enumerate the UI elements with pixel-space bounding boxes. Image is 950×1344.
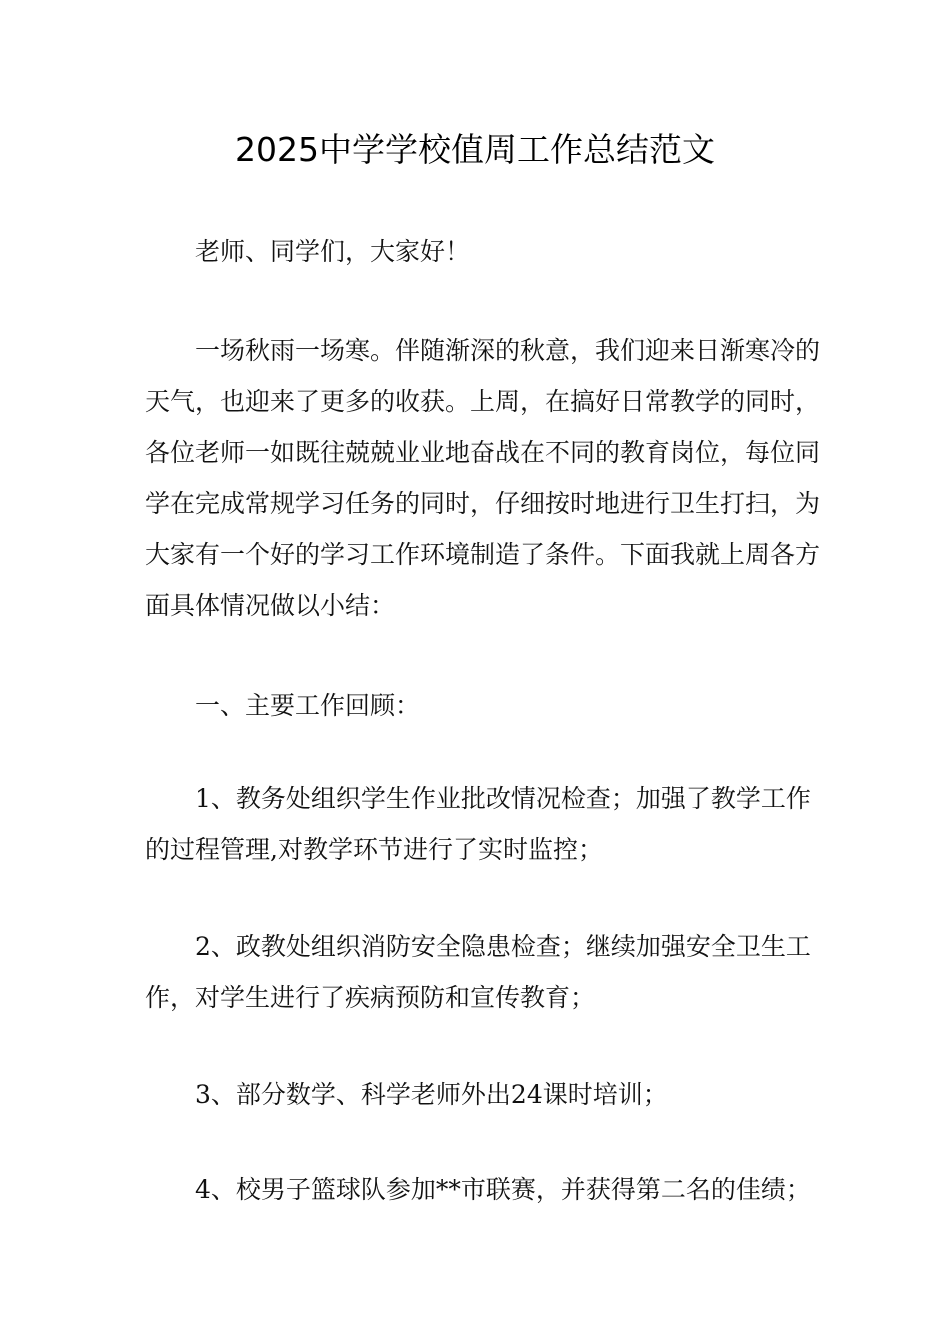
- list-item-1: 1、教务处组织学生作业批改情况检查；加强了教学工作的过程管理,对教学环节进行了实时监控；: [145, 784, 811, 864]
- greeting-paragraph: 老师、同学们，大家好！: [195, 237, 471, 266]
- list-item-3: 3、部分数学、科学老师外出24课时培训；: [195, 1080, 668, 1109]
- list-item-4: 4、校男子篮球队参加**市联赛，并获得第二名的佳绩；: [195, 1175, 811, 1204]
- list-item-2: 2、政教处组织消防安全隐患检查；继续加强安全卫生工作，对学生进行了疾病预防和宣传教育；: [145, 932, 811, 1012]
- document-title: 2025中学学校值周工作总结范文: [235, 130, 715, 169]
- section-heading-review: 一、主要工作回顾：: [195, 691, 421, 720]
- intro-paragraph: 一场秋雨一场寒。伴随渐深的秋意，我们迎来日渐寒冷的天气，也迎来了更多的收获。上周，在搞好日常教学的同时，各位老师一如既往兢兢业业地奋战在不同的教育岗位，每位同学在完成常规学习任务的同时，仔细按时地进行卫生打扫，为大家有一个好的学习工作环境制造了条件。下面我就上周各方面具体情况做以小结：: [145, 336, 821, 620]
